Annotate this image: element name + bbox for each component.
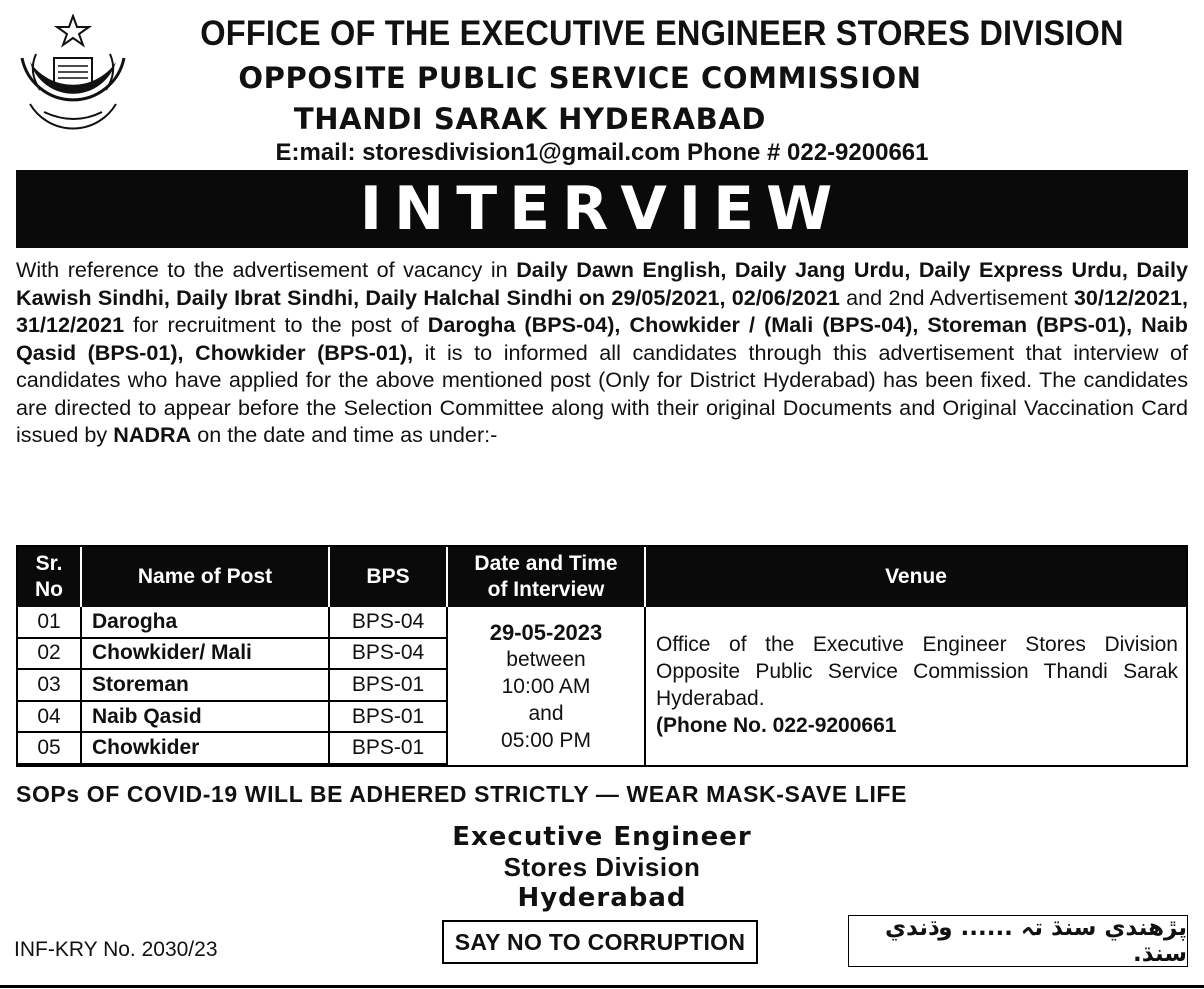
sindhi-slogan-box: پڙهندي سنڌ تہ ...... وڌندي سنڌ.	[848, 915, 1188, 967]
say-no-to-corruption-box: SAY NO TO CORRUPTION	[442, 920, 758, 964]
table-row	[18, 702, 448, 734]
datetime-between: between	[506, 648, 586, 671]
signatory-division: Stores Division	[503, 852, 701, 882]
interview-datetime-cell	[448, 607, 646, 765]
row-post: Chowkider/ Mali	[82, 639, 330, 671]
row-post: Darogha	[82, 607, 330, 639]
interview-end-time: 05:00 PM	[501, 729, 591, 752]
sop-text: SOPs OF COVID-19 WILL BE ADHERED STRICTLY —	[16, 781, 627, 807]
row-post: Storeman	[82, 670, 330, 702]
row-sr: 02	[18, 639, 82, 671]
bottom-rule	[0, 985, 1204, 988]
para-text-5: on the date and time as under:-	[191, 422, 498, 447]
sop-slogan: WEAR MASK-SAVE LIFE	[626, 781, 908, 807]
covid-sop-notice	[16, 781, 907, 808]
row-sr: 03	[18, 670, 82, 702]
signatory-city: Hyderabad	[517, 883, 687, 913]
row-bps: BPS-04	[330, 639, 448, 671]
sindh-government-seal-icon	[14, 14, 132, 132]
row-sr: 05	[18, 733, 82, 765]
row-bps: BPS-01	[330, 670, 448, 702]
office-address-line: OPPOSITE PUBLIC SERVICE COMMISSION	[238, 61, 922, 95]
notice-paragraph	[16, 256, 1188, 449]
row-post: Naib Qasid	[82, 702, 330, 734]
para-second-ad-dates: 30/12/2021, 31/12/2021	[16, 284, 1188, 337]
row-post: Chowkider	[82, 733, 330, 765]
row-bps: BPS-01	[330, 733, 448, 765]
row-sr: 01	[18, 607, 82, 639]
office-city-line: THANDI SARAK HYDERABAD	[293, 102, 767, 136]
header-bps: BPS	[330, 547, 448, 607]
para-text-2: and 2nd Advertisement	[839, 284, 1074, 310]
office-title: OFFICE OF THE EXECUTIVE ENGINEER STORES DIVISION	[200, 14, 1124, 53]
para-posts: Darogha (BPS-04), Chowkider / (Mali (BPS-04), Storeman (BPS-01), Naib Qasid (BPS-01), Chowkider (BPS-01),	[16, 312, 1188, 365]
venue-cell	[646, 607, 1186, 765]
table-row	[18, 733, 448, 765]
para-nadra: NADRA	[113, 422, 192, 447]
header-venue: Venue	[885, 565, 947, 588]
interview-table	[16, 545, 1188, 767]
table-row	[18, 607, 448, 639]
table-row	[18, 670, 448, 702]
row-bps: BPS-04	[330, 607, 448, 639]
venue-address: Office of the Executive Engineer Stores Division Opposite Public Service Commission Thandi Sarak Hyderabad.	[656, 633, 1178, 710]
table-header	[18, 547, 1186, 607]
table-row	[18, 639, 448, 671]
row-sr: 04	[18, 702, 82, 734]
signatory-title: Executive Engineer	[452, 822, 752, 852]
contact-line: E:mail: storesdivision1@gmail.com Phone # 022-9200661	[275, 139, 929, 166]
header-date-time: Date and Time of Interview	[448, 547, 646, 607]
venue-phone: (Phone No. 022-9200661	[656, 714, 897, 737]
para-newspapers: Daily Dawn English, Daily Jang Urdu, Daily Express Urdu, Daily Kawish Sindhi, Daily Ibrat Sindhi, Daily Halchal Sindhi on 29/05/2021, 02/06/2021	[16, 257, 1188, 310]
header-sr-no: Sr. No	[18, 547, 82, 607]
para-text-4: it is to informed all candidates through this advertisement that interview of candidates who have applied for the above mentioned post (Only for District Hyderabad) has been fixed. The candidates are directed to appear before the Selection Committee along with their original Documents and Original Vaccination Card issued by	[16, 339, 1188, 447]
para-text-1: With reference to the advertisement of vacancy in	[16, 257, 517, 282]
datetime-and: and	[528, 702, 564, 725]
interview-banner: INTERVIEW	[16, 170, 1188, 248]
row-bps: BPS-01	[330, 702, 448, 734]
interview-date: 29-05-2023	[489, 620, 603, 645]
interview-start-time: 10:00 AM	[501, 675, 591, 698]
inf-number: INF-KRY No. 2030/23	[14, 938, 218, 961]
header-name-of-post: Name of Post	[82, 547, 330, 607]
table-body	[18, 607, 1186, 765]
para-text-3: for recruitment to the post of	[124, 312, 428, 337]
